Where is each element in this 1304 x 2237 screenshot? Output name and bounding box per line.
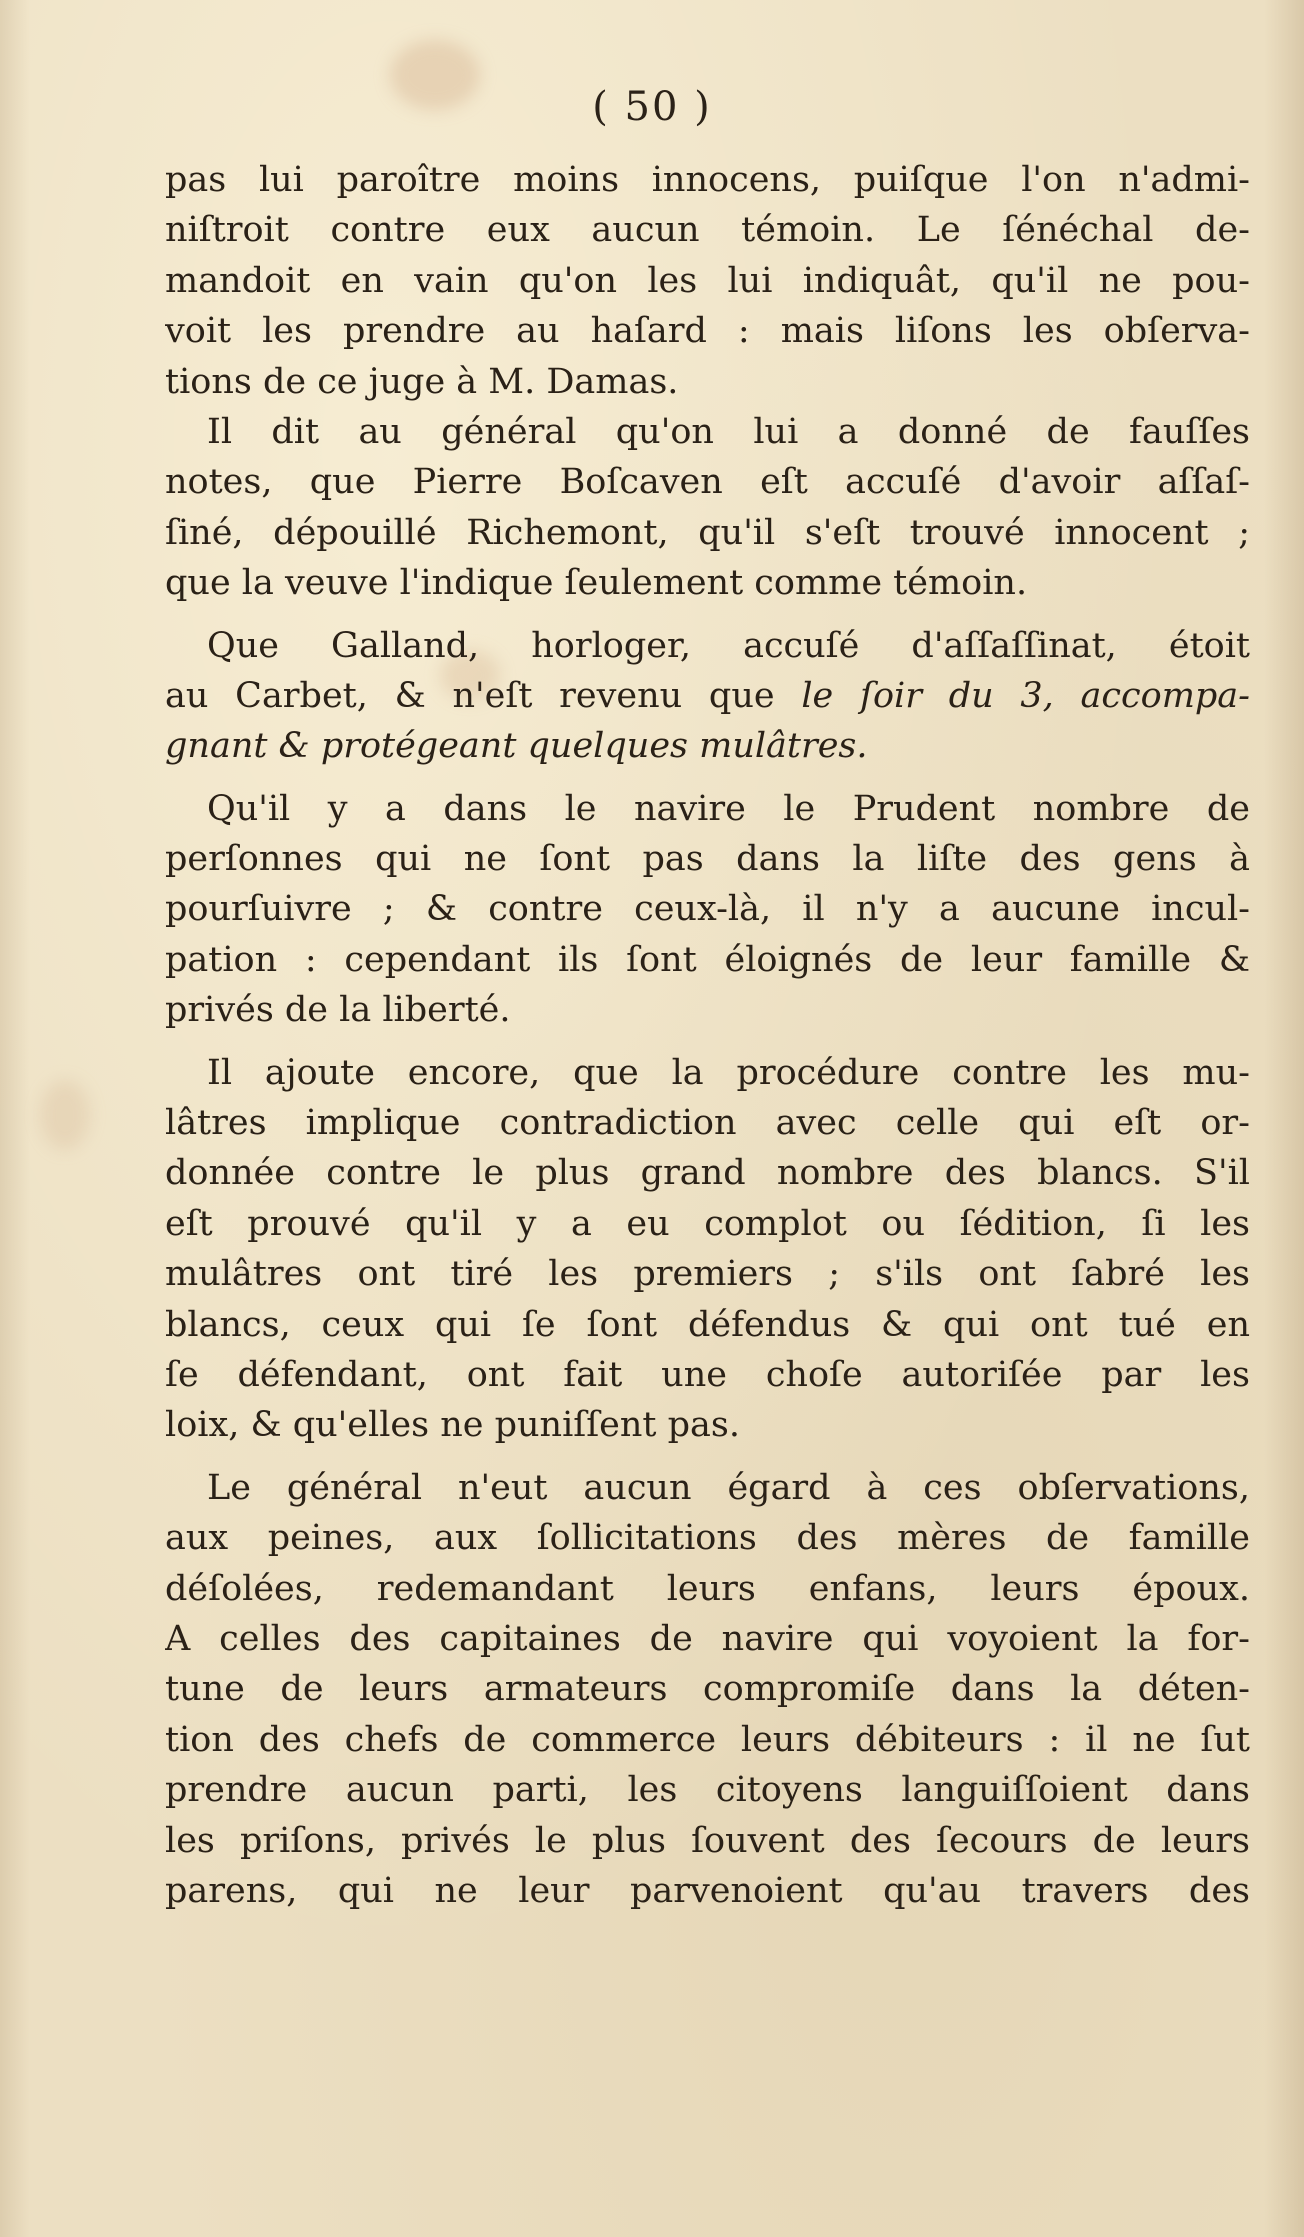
text-segment: mandoit en vain qu'on les lui indiquât, qu'il ne pou- [165, 260, 1250, 301]
text-segment: Le général n'eut aucun égard à ces obſervations, [207, 1467, 1250, 1508]
text-segment: voit les prendre au haſard : mais liſons les obſerva- [165, 311, 1250, 352]
text-segment: pas lui paroître moins innocens, puiſque l'on n'admi- [165, 160, 1250, 200]
text-segment: au Carbet, & n'eſt revenu que [165, 675, 802, 716]
text-segment: déſolées, redemandant leurs enfans, leurs époux. [165, 1568, 1250, 1609]
italic-text: le ſoir du 3, accompa- [801, 675, 1250, 716]
text-line [165, 1249, 1250, 1299]
page-edge-shadow-left [0, 0, 30, 2237]
text-segment: notes, que Pierre Boſcaven eſt accuſé d'avoir aſſaſ- [165, 462, 1250, 503]
text-line [165, 508, 1250, 558]
text-segment: tion des chefs de commerce leurs débiteurs : il ne ſut [165, 1719, 1250, 1760]
text-line [165, 1513, 1250, 1563]
text-line [165, 558, 1250, 608]
text-segment: eſt prouvé qu'il y a eu complot ou ſédition, ſi les [165, 1203, 1250, 1244]
text-line [165, 1614, 1250, 1664]
paper-stain [40, 1080, 90, 1150]
text-segment: aux peines, aux ſollicitations des mères de famille [165, 1518, 1250, 1559]
text-segment: tions de ce juge à M. Damas. [165, 361, 679, 402]
text-segment: pation : cependant ils ſont éloignés de leur famille & [165, 939, 1250, 980]
text-line [165, 306, 1250, 356]
text-line [165, 621, 1250, 671]
text-line [165, 256, 1250, 306]
text-segment: les priſons, privés le plus ſouvent des ſecours de leurs [165, 1820, 1250, 1861]
page-number: ( 50 ) [592, 84, 712, 130]
page-edge-shadow-right [1264, 0, 1304, 2237]
text-segment: ſiné, dépouillé Richemont, qu'il s'eſt trouvé innocent ; [165, 512, 1250, 553]
text-line [165, 1350, 1250, 1400]
text-segment: mulâtres ont tiré les premiers ; s'ils ont ſabré les [165, 1254, 1250, 1295]
text-segment: prendre aucun parti, les citoyens languiſſoient dans [165, 1770, 1250, 1811]
text-line [165, 884, 1250, 934]
text-segment: blancs, ceux qui ſe ſont défendus & qui ont tué en [165, 1304, 1250, 1345]
text-line [165, 671, 1250, 721]
text-line [165, 1400, 1250, 1450]
text-line [165, 1765, 1250, 1815]
text-line [165, 155, 1250, 205]
text-line [165, 1715, 1250, 1765]
text-line [165, 1816, 1250, 1866]
body-text [165, 155, 1250, 1916]
text-segment: A celles des capitaines de navire qui voyoient la for- [165, 1618, 1250, 1659]
text-segment: Il ajoute encore, que la procédure contre les mu- [207, 1052, 1250, 1093]
text-line [165, 1564, 1250, 1614]
text-segment: ſe défendant, ont fait une choſe autoriſée par les [165, 1354, 1250, 1395]
text-line [165, 1866, 1250, 1916]
text-segment: niſtroit contre eux aucun témoin. Le ſénéchal de- [165, 210, 1250, 251]
text-line [165, 205, 1250, 255]
text-line [165, 1664, 1250, 1714]
text-segment: Il dit au général qu'on lui a donné de fauſſes [207, 411, 1250, 452]
text-segment: donnée contre le plus grand nombre des blancs. S'il [165, 1153, 1250, 1194]
text-line [165, 985, 1250, 1035]
text-line [165, 357, 1250, 407]
text-line [165, 721, 1250, 771]
text-line [165, 784, 1250, 834]
text-line [165, 834, 1250, 884]
text-segment: que la veuve l'indique ſeulement comme témoin. [165, 563, 1028, 604]
text-segment: parens, qui ne leur parvenoient qu'au travers des [165, 1870, 1250, 1911]
text-segment: perſonnes qui ne ſont pas dans la liſte des gens à [165, 839, 1250, 880]
text-segment: lâtres implique contradiction avec celle qui eſt or- [165, 1103, 1250, 1144]
text-segment: Que Galland, horloger, accuſé d'aſſaſſinat, étoit [207, 625, 1250, 666]
text-line [165, 1148, 1250, 1198]
text-line [165, 1300, 1250, 1350]
text-line [165, 1463, 1250, 1513]
text-line [165, 407, 1250, 457]
text-segment: privés de la liberté. [165, 990, 511, 1031]
italic-text: gnant & protégeant quelques mulâtres. [165, 726, 868, 767]
text-segment: loix, & qu'elles ne puniſſent pas. [165, 1405, 740, 1446]
text-segment: pourſuivre ; & contre ceux-là, il n'y a aucune incul- [165, 889, 1250, 930]
text-line [165, 935, 1250, 985]
text-segment: Qu'il y a dans le navire le Prudent nombre de [207, 788, 1250, 829]
text-line [165, 457, 1250, 507]
text-line [165, 1048, 1250, 1098]
text-line [165, 1098, 1250, 1148]
text-line [165, 1199, 1250, 1249]
text-segment: tune de leurs armateurs compromiſe dans la déten- [165, 1669, 1250, 1710]
